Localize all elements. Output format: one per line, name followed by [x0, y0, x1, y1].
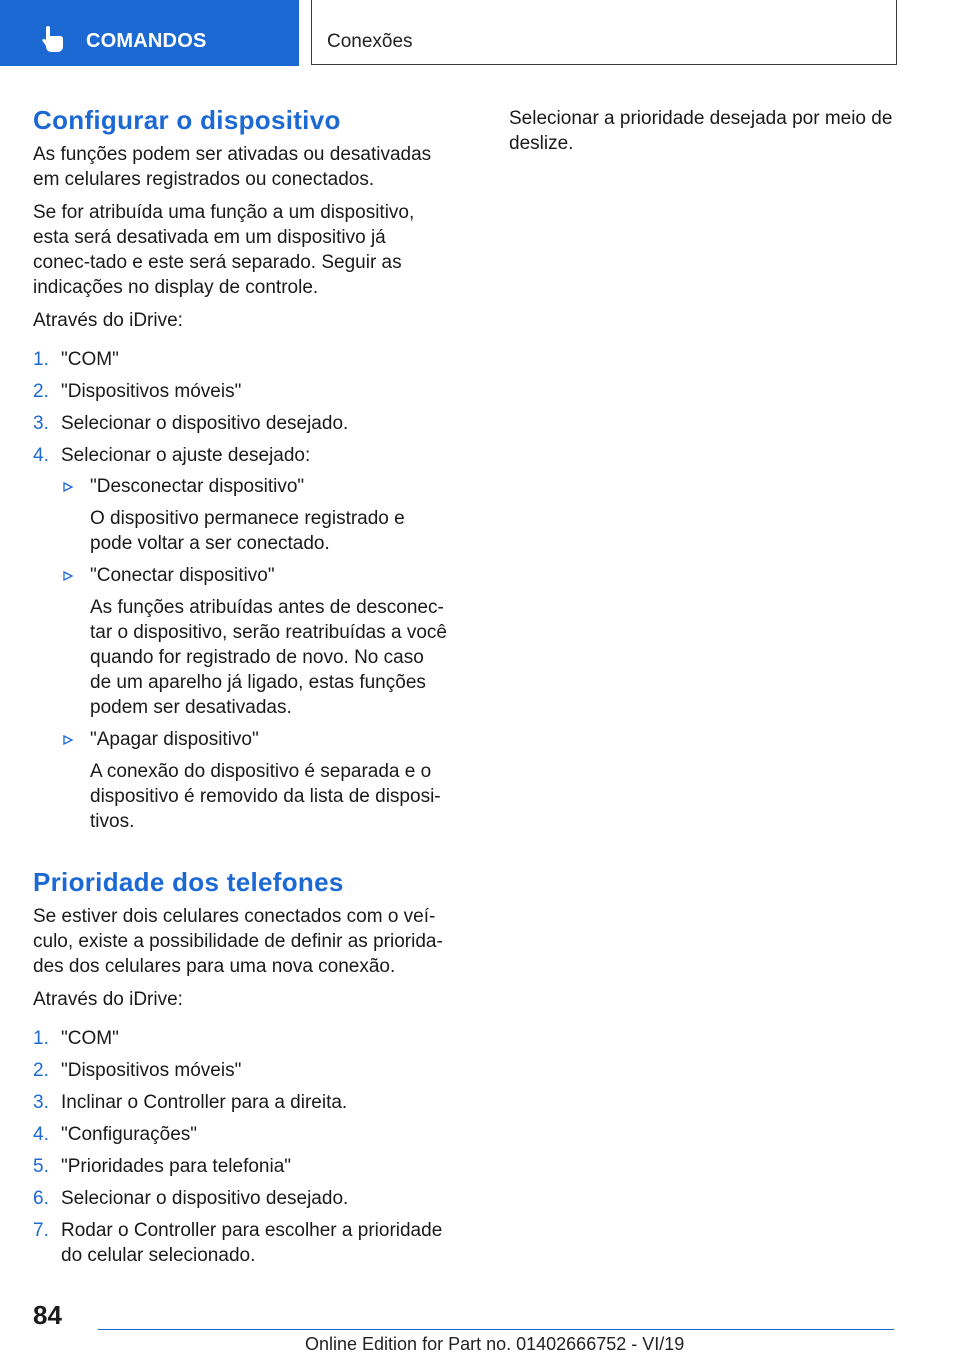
paragraph: Através do iDrive: [33, 989, 183, 1010]
option-item [61, 727, 448, 834]
paragraph: Através do iDrive: [33, 310, 183, 331]
step-text: "Prioridades para telefonia" [61, 1156, 292, 1177]
list-item [33, 1122, 448, 1147]
step-text: "Dispositivos móveis" [61, 1060, 242, 1081]
list-item [33, 1186, 448, 1211]
step-text: Selecionar o ajuste desejado: [61, 445, 311, 466]
list-item [33, 411, 448, 436]
option-label: "Desconectar dispositivo" [90, 476, 305, 497]
step-number: 2. [33, 381, 49, 402]
list-item [33, 1058, 448, 1083]
triangle-bullet-icon [63, 571, 73, 581]
step-number: 1. [33, 349, 49, 370]
step-number: 4. [33, 445, 49, 466]
step-text: Selecionar o dispositivo desejado. [61, 413, 349, 434]
right-column [509, 106, 904, 156]
step-text: Inclinar o Controller para a direita. [61, 1092, 348, 1113]
list-item [33, 347, 448, 372]
chapter-tab-label: Conexões [327, 31, 413, 52]
section-tab-label: COMANDOS [86, 30, 207, 52]
step-text: "Dispositivos móveis" [61, 381, 242, 402]
list-item [33, 443, 448, 834]
step-text: "Configurações" [61, 1124, 198, 1145]
option-item [61, 563, 448, 720]
option-label: "Apagar dispositivo" [90, 729, 259, 750]
step-text: Selecionar o dispositivo desejado. [61, 1188, 349, 1209]
option-description: A conexão do dispositivo é separada e o dispositivo é removido da lista de disposi-tivos. [90, 761, 441, 832]
steps-list [33, 1026, 448, 1268]
option-description: As funções atribuídas antes de desconec-tar o dispositivo, serão reatribuídas a você quando for registrado de novo. No caso de um aparelho já ligado, estas funções podem ser desativadas. [90, 597, 447, 718]
left-column [33, 102, 448, 1275]
step-number: 6. [33, 1188, 49, 1209]
list-item [33, 379, 448, 404]
footer-divider [98, 1329, 894, 1330]
step-number: 5. [33, 1156, 49, 1177]
list-item [33, 1154, 448, 1179]
option-description: O dispositivo permanece registrado e pode voltar a ser conectado. [90, 508, 405, 554]
paragraph: As funções podem ser ativadas ou desativadas em celulares registrados ou conectados. [33, 144, 432, 190]
step-number: 1. [33, 1028, 49, 1049]
list-item [33, 1026, 448, 1051]
options-list [61, 474, 448, 834]
footer-edition: Online Edition for Part no. 01402666752 - VI/19 [305, 1334, 685, 1354]
step-number: 3. [33, 413, 49, 434]
section-tab[interactable] [0, 0, 299, 66]
step-number: 7. [33, 1220, 49, 1241]
triangle-bullet-icon [63, 735, 73, 745]
chapter-tab[interactable] [311, 0, 897, 65]
step-text: "COM" [61, 1028, 119, 1049]
section-title-phone-priority: Prioridade dos telefones [33, 867, 344, 897]
section-title-configure-device: Configurar o dispositivo [33, 105, 341, 135]
option-item [61, 474, 448, 556]
step-number: 2. [33, 1060, 49, 1081]
continuation-paragraph: Selecionar a prioridade desejada por meio de deslize. [509, 108, 893, 154]
touch-hand-icon [42, 26, 64, 52]
step-number: 4. [33, 1124, 49, 1145]
list-item [33, 1218, 448, 1268]
paragraph: Se for atribuída uma função a um dispositivo, esta será desativada em um dispositivo já conec-tado e este será separado. Seguir as indicações no display de controle. [33, 202, 415, 298]
list-item [33, 1090, 448, 1115]
step-number: 3. [33, 1092, 49, 1113]
page-number: 84 [33, 1300, 62, 1330]
option-label: "Conectar dispositivo" [90, 565, 275, 586]
steps-list [33, 347, 448, 834]
step-text: "COM" [61, 349, 119, 370]
triangle-bullet-icon [63, 482, 73, 492]
paragraph: Se estiver dois celulares conectados com o veí-culo, existe a possibilidade de definir as priorida-des dos celulares para uma nova conexão. [33, 906, 443, 977]
step-text: Rodar o Controller para escolher a prioridade do celular selecionado. [61, 1220, 443, 1266]
